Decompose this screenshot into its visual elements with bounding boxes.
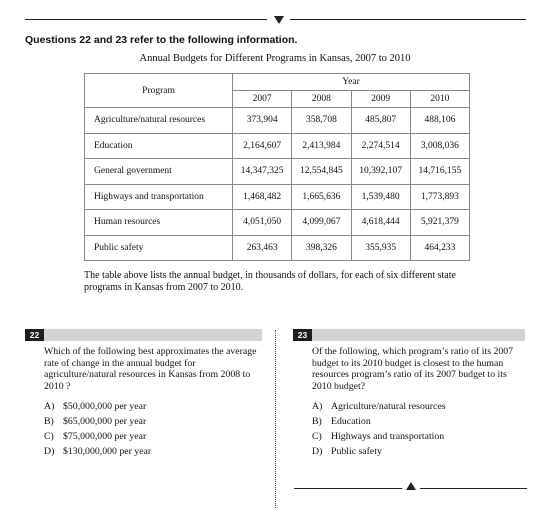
budget-cell: 358,708 [292, 108, 351, 134]
top-rule-left [25, 19, 267, 20]
question-23-stem: Of the following, which program’s ratio of its 2007 budget to its 2010 budget is closest to the human resources program’s ratio of its 2007 budget to its 2010 budget? [312, 346, 514, 392]
program-name-cell: Education [85, 133, 233, 159]
table-row [85, 235, 470, 261]
table-caption: The table above lists the annual budget, in thousands of dollars, for each of six different state programs in Kansas from 2007 to 2010. [84, 270, 456, 293]
table-row [85, 159, 470, 185]
table-row [85, 133, 470, 159]
budget-cell: 2,164,607 [233, 133, 292, 159]
year-header-cell: 2010 [410, 91, 469, 108]
choice-text: Education [331, 416, 371, 427]
program-name-cell: Human resources [85, 210, 233, 236]
budget-cell: 4,618,444 [351, 210, 410, 236]
question-23-number: 23 [293, 329, 312, 341]
question-23-choice-b[interactable] [312, 416, 371, 428]
budget-cell: 2,274,514 [351, 133, 410, 159]
budget-cell: 1,773,893 [410, 184, 469, 210]
down-arrow-icon [274, 16, 284, 24]
budget-cell: 10,392,107 [351, 159, 410, 185]
question-22-choice-a[interactable] [44, 401, 146, 413]
choice-letter: B) [44, 416, 54, 427]
year-header-cell: 2008 [292, 91, 351, 108]
budget-cell: 263,463 [233, 235, 292, 261]
budget-cell: 2,413,984 [292, 133, 351, 159]
up-arrow-icon [406, 482, 416, 490]
question-22-number: 22 [25, 329, 44, 341]
budget-cell: 355,935 [351, 235, 410, 261]
choice-text: $65,000,000 per year [63, 416, 147, 427]
column-divider [275, 330, 276, 508]
table-row [85, 108, 470, 134]
program-column-header: Program [85, 74, 233, 108]
budget-cell: 4,099,067 [292, 210, 351, 236]
table-row [85, 210, 470, 236]
year-header-cell: 2009 [351, 91, 410, 108]
choice-letter: C) [312, 431, 322, 442]
year-header-cell: 2007 [233, 91, 292, 108]
question-22-choice-d[interactable] [44, 446, 151, 458]
budget-cell: 1,539,480 [351, 184, 410, 210]
choice-letter: B) [312, 416, 322, 427]
choice-text: $75,000,000 per year [63, 431, 147, 442]
budget-cell: 488,106 [410, 108, 469, 134]
budget-cell: 485,807 [351, 108, 410, 134]
budget-cell: 398,326 [292, 235, 351, 261]
choice-letter: D) [312, 446, 323, 457]
table-row [85, 184, 470, 210]
question-23-choice-a[interactable] [312, 401, 446, 413]
choice-text: $50,000,000 per year [63, 401, 147, 412]
budget-table [84, 73, 470, 261]
question-22-choice-b[interactable] [44, 416, 146, 428]
bottom-rule-right [420, 488, 527, 489]
table-title: Annual Budgets for Different Programs in Kansas, 2007 to 2010 [139, 53, 411, 64]
choice-letter: A) [312, 401, 323, 412]
choice-text: Public safety [331, 446, 382, 457]
question-23-choice-c[interactable] [312, 431, 444, 443]
choice-text: Agriculture/natural resources [331, 401, 446, 412]
questions-header: Questions 22 and 23 refer to the following information. [25, 34, 298, 46]
program-name-cell: General government [85, 159, 233, 185]
question-22-bar [25, 329, 262, 341]
budget-cell: 12,554,845 [292, 159, 351, 185]
budget-cell: 4,051,050 [233, 210, 292, 236]
budget-cell: 3,008,036 [410, 133, 469, 159]
choice-letter: C) [44, 431, 54, 442]
bottom-rule-left [294, 488, 402, 489]
budget-cell: 373,904 [233, 108, 292, 134]
program-name-cell: Public safety [85, 235, 233, 261]
choice-letter: A) [44, 401, 55, 412]
budget-cell: 5,921,379 [410, 210, 469, 236]
budget-cell: 14,347,325 [233, 159, 292, 185]
budget-cell: 1,468,482 [233, 184, 292, 210]
top-rule-right [290, 19, 526, 20]
question-22-stem: Which of the following best approximates the average rate of change in the annual budget for agriculture/natural resources in Kansas from 2008 to 2010 ? [44, 346, 257, 392]
choice-letter: D) [44, 446, 55, 457]
question-23-choice-d[interactable] [312, 446, 382, 458]
question-22-choice-c[interactable] [44, 431, 146, 443]
choice-text: Highways and transportation [331, 431, 445, 442]
choice-text: $130,000,000 per year [63, 446, 152, 457]
budget-cell: 14,716,155 [410, 159, 469, 185]
budget-cell: 464,233 [410, 235, 469, 261]
budget-cell: 1,665,636 [292, 184, 351, 210]
question-23-bar [293, 329, 525, 341]
program-name-cell: Agriculture/natural resources [85, 108, 233, 134]
year-column-header: Year [233, 74, 470, 91]
program-name-cell: Highways and transportation [85, 184, 233, 210]
